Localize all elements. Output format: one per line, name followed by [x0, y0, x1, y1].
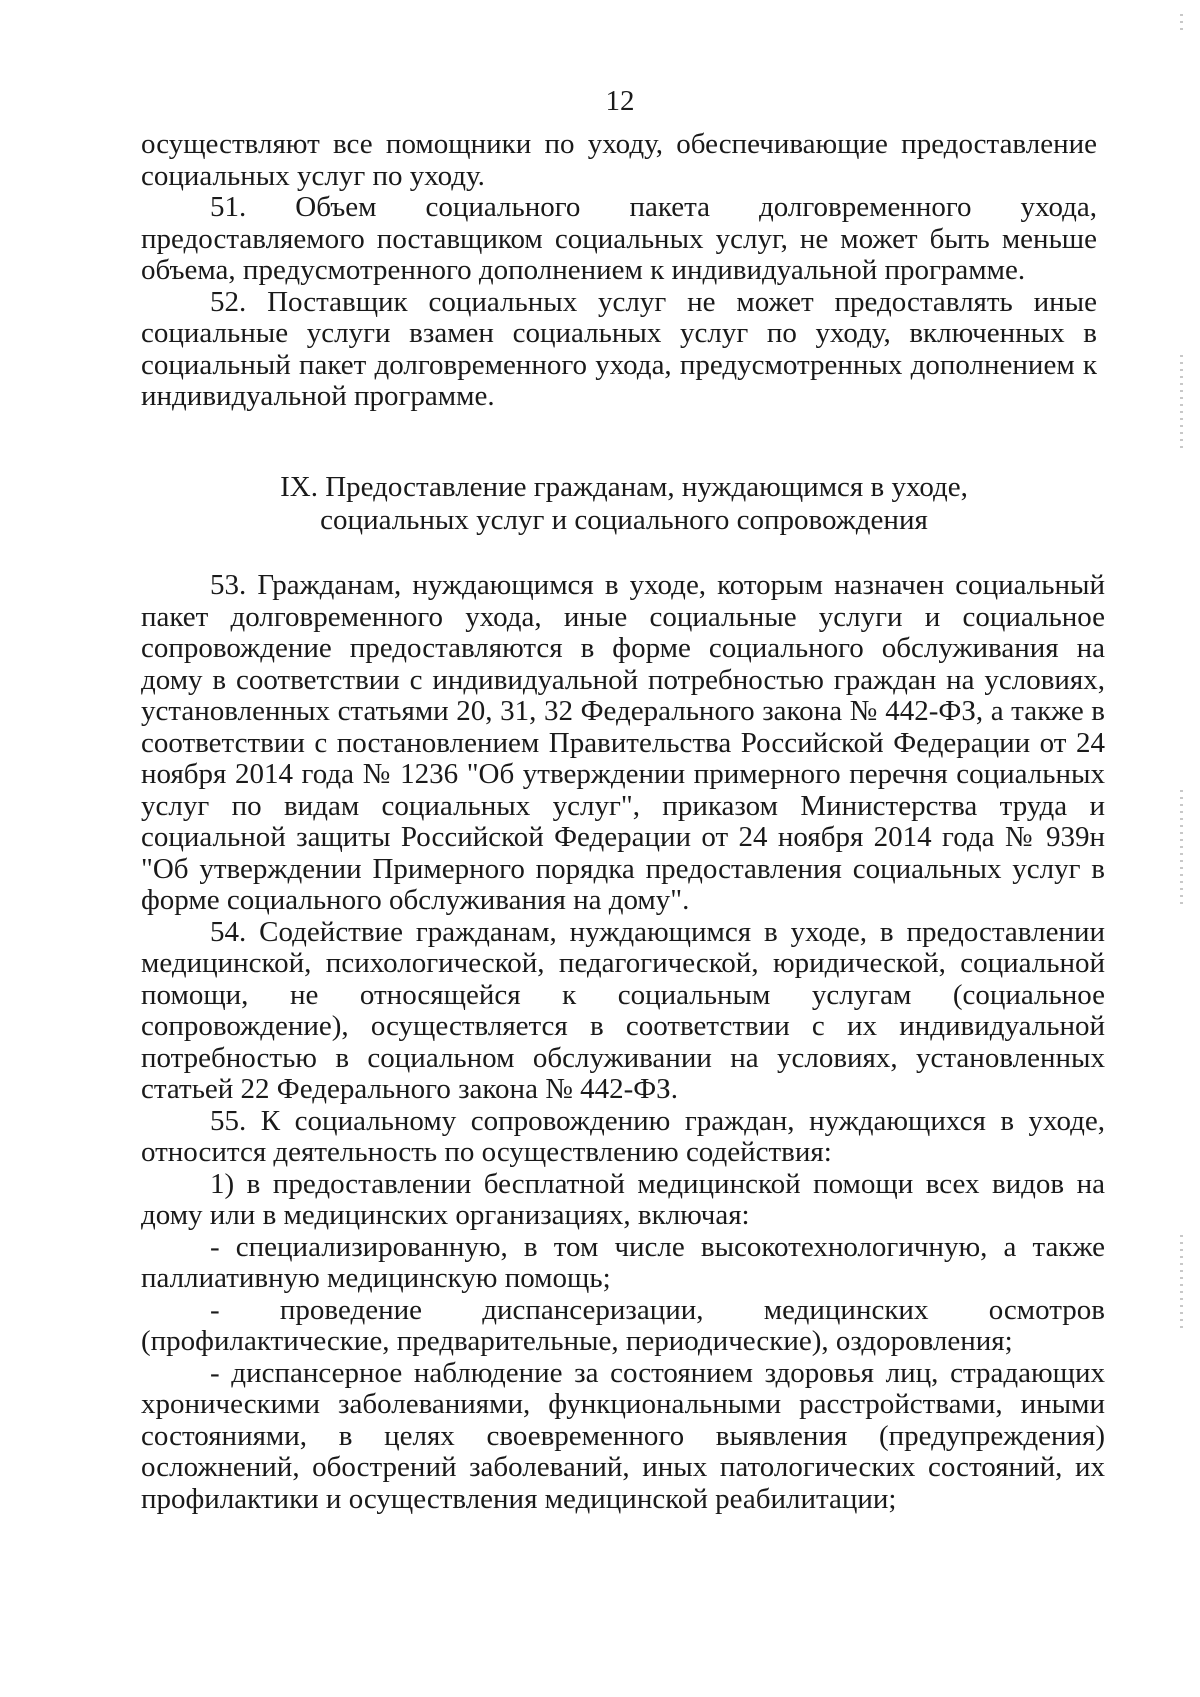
- list-item-1: 1) в предоставлении бесплатной медицинской помощи всех видов на дому или в медицинских организациях, включая:: [141, 1167, 1105, 1231]
- scan-artifact-mark: [1180, 790, 1183, 905]
- top-text-block: [141, 129, 1097, 413]
- paragraph-55: 55. К социальному сопровождению граждан, нуждающихся в уходе, относится деятельность по осуществлению содействия:: [141, 1104, 1105, 1168]
- section-heading-line-1: IX. Предоставление гражданам, нуждающимся в уходе,: [280, 471, 968, 503]
- paragraph-51: 51. Объем социального пакета долговременного ухода, предоставляемого поставщиком социальных услуг, не может быть меньше объема, предусмотренного дополнением к индивидуальной программе.: [141, 191, 1097, 286]
- paragraph-continuation: осуществляют все помощники по уходу, обеспечивающие предоставление социальных услуг по уходу.: [141, 128, 1097, 192]
- section-heading-line-2: социальных услуг и социального сопровождения: [320, 504, 928, 536]
- scan-artifact-mark: [1180, 1235, 1183, 1330]
- scan-artifact-mark: [1180, 355, 1183, 450]
- scan-artifact-mark: [1180, 14, 1183, 32]
- list-subitem-dispensary-observation: - диспансерное наблюдение за состоянием здоровья лиц, страдающих хроническими заболеваниями, функциональными расстройствами, иными состояниями, в целях своевременного выявления (предупреждения) осложнений, обострений заболеваний, иных патологических состояний, их профилактики и осуществления медицинской реабилитации;: [141, 1356, 1105, 1515]
- section-heading: [141, 471, 1107, 537]
- paragraph-52: 52. Поставщик социальных услуг не может предоставлять иные социальные услуги взамен социальных услуг по уходу, включенных в социальный пакет долговременного ухода, предусмотренных дополнением к индивидуальной программе.: [141, 285, 1097, 412]
- bottom-text-block: [141, 570, 1105, 1515]
- list-subitem-dispensary-examinations: - проведение диспансеризации, медицинских осмотров (профилактические, предварительные, периодические), оздоровления;: [141, 1293, 1105, 1357]
- paragraph-53: 53. Гражданам, нуждающимся в уходе, которым назначен социальный пакет долговременного ухода, иные социальные услуги и социальное сопровождение предоставляются в форме социального обслуживания на дому в соответствии с индивидуальной потребностью граждан на условиях, установленных статьями 20, 31, 32 Федерального закона № 442-ФЗ, а также в соответствии с постановлением Правительства Российской Федерации от 24 ноября 2014 года № 1236 "Об утверждении примерного перечня социальных услуг по видам социальных услуг", приказом Министерства труда и социальной защиты Российской Федерации от 24 ноября 2014 года № 939н "Об утверждении Примерного порядка предоставления социальных услуг в форме социального обслуживания на дому".: [141, 569, 1105, 916]
- paragraph-54: 54. Содействие гражданам, нуждающимся в уходе, в предоставлении медицинской, психологической, педагогической, юридической, социальной помощи, не относящейся к социальным услугам (социальное сопровождение), осуществляется в соответствии с их индивидуальной потребностью в социальном обслуживании на условиях, установленных статьей 22 Федерального закона № 442-ФЗ.: [141, 915, 1105, 1105]
- list-subitem-specialized-care: - специализированную, в том числе высокотехнологичную, а также паллиативную медицинскую помощь;: [141, 1230, 1105, 1294]
- page-number: 12: [605, 85, 635, 117]
